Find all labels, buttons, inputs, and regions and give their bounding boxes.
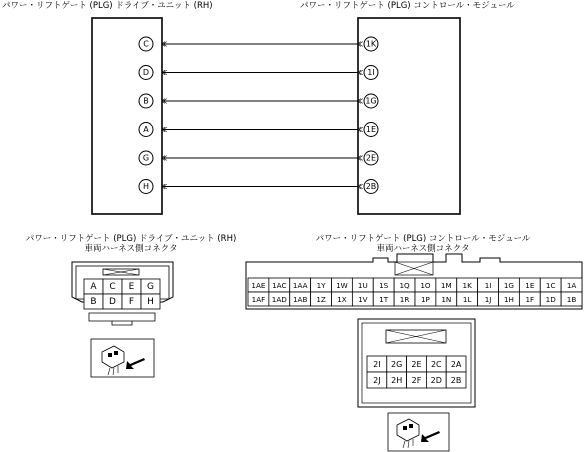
drive-connector-cell-label: F <box>128 297 135 307</box>
module-connector-2-cell-label: 2H <box>391 376 403 385</box>
module-connector-2-cell-label: 2D <box>430 376 442 385</box>
drive-connector-title-line2: 車両ハーネス側コネクタ <box>84 244 178 254</box>
drive-connector-cell-label: A <box>90 282 97 292</box>
drive-pin-label: H <box>142 182 150 191</box>
drive-pin-label: C <box>143 39 149 49</box>
module-connector-1-cells <box>248 278 582 306</box>
module-connector-1-cell-label: 1N <box>441 295 452 304</box>
drive-connector-base <box>89 313 155 321</box>
module-pin-label: 1E <box>365 125 377 134</box>
module-connector-1-cell-label: 1AE <box>251 281 266 290</box>
wires-layer <box>139 37 378 194</box>
module-connector-1-cell-label: 1B <box>566 295 577 304</box>
control-module-title: パワー・リフトゲート (PLG) コントロール・モジュール <box>300 1 515 11</box>
module-pin-label: 1K <box>365 39 377 49</box>
module-pin-label: 2E <box>365 153 377 163</box>
module-connector-1 <box>246 254 582 309</box>
module-connector-1-cell-label: 1AB <box>292 295 308 304</box>
module-connector-2-cell-label: 2J <box>373 376 381 385</box>
module-connector-1-cell-label: 1R <box>399 295 410 304</box>
module-connector-2-cell-label: 2A <box>450 360 462 369</box>
drive-connector-tab <box>112 321 132 325</box>
drive-connector-cell-label: C <box>109 282 116 292</box>
drive-connector-cell-label: E <box>128 282 135 292</box>
drive-connector-cell-label: H <box>147 297 154 307</box>
module-connector-1-cell-label: 1F <box>525 295 535 304</box>
module-pin-label: 2B <box>365 182 377 191</box>
module-connector-2 <box>358 319 475 407</box>
drive-connector-cell-label: G <box>147 282 154 292</box>
module-connector-2-cell-label: 2I <box>373 360 381 369</box>
module-pin-label: 1G <box>365 96 377 106</box>
drive-view-icon <box>102 346 145 375</box>
module-connector-1-cell-label: 1K <box>462 281 472 290</box>
module-connector-1-cell-label: 1H <box>503 295 514 304</box>
module-connector-2-cells <box>367 356 466 388</box>
module-connector-1-cell-label: 1W <box>336 281 348 290</box>
module-connector-1-cell-label: 1L <box>462 295 472 304</box>
module-connector-1-cell-label: 1AF <box>251 295 266 304</box>
module-view-icon <box>397 419 440 448</box>
drive-connector-title-line1: パワー・リフトゲート (PLG) ドライブ・ユニット (RH) <box>25 234 237 244</box>
module-connector-1-cell-label: 1D <box>545 295 556 304</box>
module-connector-1-cell-label: 1Q <box>399 281 410 290</box>
module-connector-1-cell-label: 1U <box>357 281 368 290</box>
module-connector-1-cell-label: 1A <box>566 281 577 290</box>
module-connector-1-cell-label: 1J <box>484 295 492 304</box>
module-connector-2-cell-label: 2B <box>450 376 462 385</box>
drive-pin-label: G <box>142 153 150 163</box>
module-connector-1-cell-label: 1C <box>545 281 556 290</box>
module-pin-label: 1I <box>367 68 375 77</box>
module-connector-1-cell-label: 1T <box>379 295 389 304</box>
module-connector-1-cell-label: 1O <box>420 281 431 290</box>
drive-pin-label: A <box>143 125 149 134</box>
module-connector-1-cell-label: 1AC <box>272 281 287 290</box>
module-connector-1-cell-label: 1V <box>358 295 368 304</box>
module-connector-title-line2: 車両ハーネス側コネクタ <box>376 244 470 254</box>
module-connector-1-cell-label: 1G <box>503 281 515 290</box>
drive-connector-cells <box>84 279 160 309</box>
module-connector-title-line1: パワー・リフトゲート (PLG) コントロール・モジュール <box>315 234 531 244</box>
module-connector-1-cell-label: 1Z <box>316 295 326 304</box>
drive-connector <box>72 262 173 325</box>
module-connector-1-cell-label: 1S <box>379 281 389 290</box>
module-connector-1-cell-label: 1Y <box>316 281 326 290</box>
module-connector-1-cell-label: 1X <box>337 295 347 304</box>
module-connector-2-cell-label: 2G <box>391 360 403 369</box>
drive-unit-title: パワー・リフトゲート (PLG) ドライブ・ユニット (RH) <box>2 1 213 11</box>
drive-pin-label: B <box>143 96 149 106</box>
module-connector-1-cell-label: 1E <box>525 281 535 290</box>
module-connector-1-cell-label: 1I <box>484 281 492 290</box>
module-connector-1-cell-label: 1AA <box>292 281 308 290</box>
module-connector-2-cell-label: 2E <box>411 360 422 369</box>
drive-pin-label: D <box>142 68 150 77</box>
module-connector-2-cell-label: 2C <box>430 360 442 369</box>
drive-connector-cell-label: D <box>109 297 116 307</box>
module-connector-2-cell-label: 2F <box>411 376 422 385</box>
module-connector-1-cell-label: 1AD <box>271 295 287 304</box>
drive-connector-cell-label: B <box>90 297 97 307</box>
module-connector-1-cell-label: 1M <box>440 281 452 290</box>
module-connector-1-cell-label: 1P <box>420 295 430 304</box>
